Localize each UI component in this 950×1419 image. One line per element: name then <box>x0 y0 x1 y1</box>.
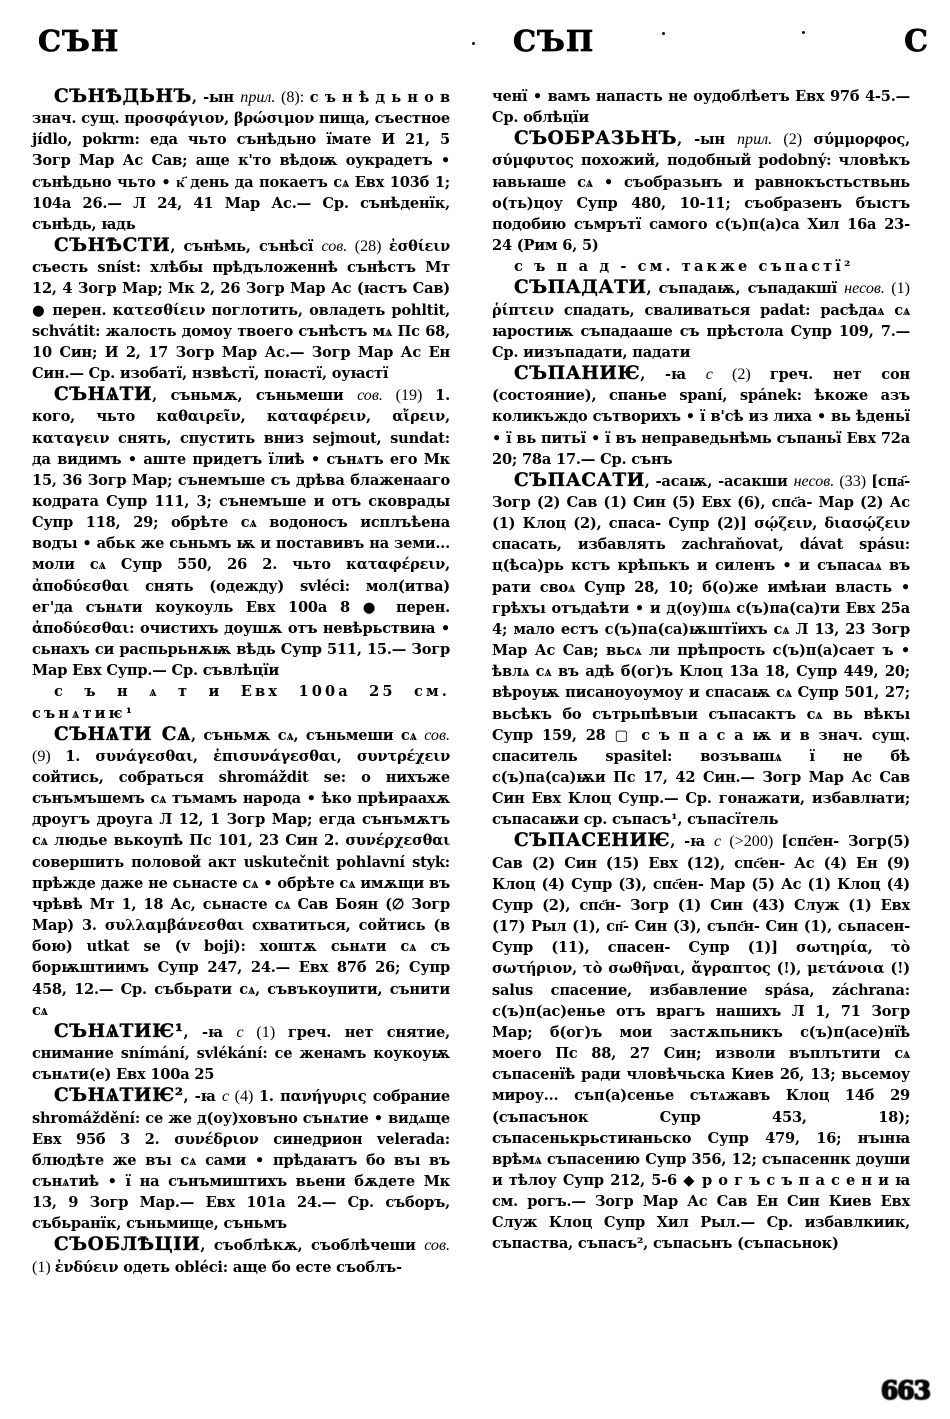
entry-pos: с <box>705 366 713 384</box>
entry-pos: сов. <box>321 238 348 256</box>
entry-continuation-text: ченї • вамъ напасть не оудоблѣетъ Евх 97б 4-5.— Ср. облѣцїи <box>492 88 910 127</box>
entry-grammar: , -ꙗ <box>183 1023 237 1041</box>
entry-body: с ъ н ѣ д ь н о в знач. сущ. προσφάγιον, βρώσιμον пища, съестное jídlo, pokrm: еда чьто сънѣдьно їмате И 21, 5 Зогр Мар Ас Сав; аще к'то вѣдоѭ оукрадетъ • сънѣдьно чьто • к҃ день да покаетъ сѧ Евх 103б 1; 104а 26.— Л 24, 41 Мар Ас.— Ср. сънѣденїк, сънѣдь, ꙗдь <box>32 89 450 233</box>
headword: СЪОБЛѢЦІИ <box>54 1234 201 1256</box>
dictionary-entry <box>32 724 450 1021</box>
entry-grammar: , съньмѫ, съньмеши <box>152 387 358 405</box>
dictionary-entry <box>492 363 910 470</box>
entry-count: (9) <box>32 747 66 765</box>
entry-grammar: , съпадаѭ, съпадакшї <box>646 280 845 298</box>
entry-body: ἐσθίειν съесть sníst: хлѣбы прѣдъложеннѣ сънѣстъ Мт 12, 4 Зогр Мар; Мк 2, 26 Зогр Мар Ас (ꙗстъ Сав) ● перен. κατεσθίειν поглотить, овладеть pohltit, schvátit: жалость домоу твоего сънѣстъ мѧ Пс 68, 10 Син; И 2, 17 Зогр Мар Ас.— Зогр Мар Ас Ен Син.— Ср. изобатї, нзвѣстї, поꙗстї, оуꙗстї <box>32 238 451 383</box>
entry-count: (>200) <box>721 833 782 851</box>
entry-body: 1. πανήγυρις собрание shromáždění: се же д(оу)ховъно сънѧтие • видѧще Евх 95б 3 2. συνέδριον синедрион velerada: блюдѣте же въı сѧ сами • прѣдаꙗтъ бо въı въ сънѧтиѣ • ї на сънъмиштихъ вьени бѫдете Мк 13, 9 Зогр Мар.— Евх 101а 24.— Ср. съборъ, събьранїк, съньмище, съньмъ <box>32 1088 450 1233</box>
entry-grammar: , -асаѭ, -асакши <box>644 472 794 490</box>
cross-reference-text: с ъ п а д - см. также съпастї² <box>514 258 854 276</box>
headword: СЪНѦТИ СѦ <box>54 723 192 745</box>
dictionary-entry <box>32 235 450 384</box>
entry-body: греч. нет снятие, снимание snímání, svlékání: се женамъ коукоуѭ сънѧти(е) Евх 100а 25 <box>32 1023 450 1084</box>
entry-count: (2) <box>712 366 770 384</box>
entry-grammar: , -ꙗ <box>670 833 714 851</box>
entry-count: (1) <box>243 1023 288 1041</box>
headword: СЪПАСАТИ <box>514 469 645 491</box>
entry-grammar: , -ын <box>191 89 241 106</box>
dictionary-entry <box>32 384 450 681</box>
entry-grammar: , -ын <box>677 131 737 149</box>
entry-body: [спа҃- Зогр (2) Сав (1) Син (5) Евх (6), спс҃а- Мар (2) Ас (1) Клоц (2), спаса- Супр (2)] σῴζειν, διασῴζειν спасать, избавлять zachraňovat, dávat spásu: ц(ѣса)рь кстъ крѣпькъ и силенъ • и съпасаѧ въ рати своѧ Супр 28, 10; б(о)же имѣꙗи власть • грѣхъı отъдаѣти • и д(оу)шѧ с(ъ)па(са)ти Евх 25а 4; мало естъ с(ъ)па(са)ѭштїихъ сѧ Л 13, 23 Зогр Мар Ас Сав; вьсѧ ли прѣпрость с(ъ)п(а)сает ъ • ѣвлѧ сѧ въ адѣ б(ог)ъ Клоц 13а 18, Супр 449, 20; вѣроуѭ писаноуоумоу и спасаѭ сѧ Супр 501, 27; вьсѣкъ бо сътрьпѣвъıи съпасактъ сѧ вь вѣкъı Супр 159, 28 ▢ с ъ п а с а ѭ и в знач. сущ. спаситель spasitel: возъвашѧ ї не бѣ с(ъ)па(са)ѭи Пс 17, 42 Син.— Зогр Мар Ас Сав Син Евх Клоц Супр.— Ср. гонажати, избавлꙗти; съпасаѭи ср. съпасъ¹, съпасїтель <box>492 472 911 829</box>
headword: СЪНѢСТИ <box>54 235 171 257</box>
cross-reference-line <box>32 681 450 723</box>
cross-reference-text: с ъ н ѧ т и Евх 100а 25 см. сънѧтиѥ¹ <box>32 683 450 722</box>
entry-count: (1) <box>32 1258 55 1276</box>
headword: СЪПАНИѤ <box>514 363 641 385</box>
entry-body: [спс҃ен- Зогр(5) Сав (2) Син (15) Евх (12), спс҃ен- Ас (4) Ен (9) Клоц (4) Супр (3), спс҃ен- Мар (5) Ас (1) Клоц (4) Супр (2), спс҃н- Зогр (1) Син (43) Служ (1) Евх (17) Рыл (1), сп҃- Син (3), съпс҃н- Син (1), сьпасен- Супр (11), спасен- Супр (1)] σωτηρία, τὸ σωτήριον, τὸ σωθῆναι, ἄγραπτος (!), μετάνοια (!) salus спасение, избавление spása, záchrana: с(ъ)п(ас)енье отъ врагъ нашихъ Л 1, 71 Зогр Мар; б(ог)ъ мои застѫпьникъ с(ъ)п(асе)нїѣ моего Пс 88, 27 Син; изволи въплътити сѧ съпасенїѣ ради чловѣчьска Киев 2б, 13; вьсемоу мироу... съп(а)сенье сътѧжавъ Клоц 14б 29 (съпасънок Супр 453, 18); съпасенькрьстиꙗньско Супр 479, 16; нъıнꙗ врѣмѧ съпасению Супр 356, 12; съпасеннк доуши и тѣлоу Супр 212, 5-6 ◆ р о г ъ с ъ п а с е н и ꙗ см. рогъ.— Зогр Мар Ас Сав Ен Син Киев Евх Служ Клоц Супр Хил Рыл.— Ср. избавлкиик, съпаства, съпасъ², съпасьнъ (съпасьнок) <box>492 833 910 1253</box>
entry-count: (33) <box>834 472 872 490</box>
entry-grammar: , сънѣмь, сънѣсї <box>170 238 322 256</box>
dictionary-entry <box>32 86 450 235</box>
entry-pos: сов. <box>357 387 383 405</box>
headword: СЪПАДАТИ <box>514 277 647 299</box>
cross-reference-line <box>492 256 910 277</box>
entry-body: греч. нет сон (состояние), спанье spaní, spánek: ѣкоже азъ коликъждо сътворихъ • ї в'сѣ из лиха • вь ѣденьї • ї вь питьї • ї въ неправедьнѣмь съпаньї Евх 72а 20; 78а 17.— Ср. сънъ <box>492 366 910 468</box>
headword: СЪОБРАЗЬНЪ <box>514 128 678 150</box>
running-head-left: СЪН <box>38 24 120 58</box>
entry-count: (19) <box>382 387 436 405</box>
entry-count: (8): <box>275 89 310 106</box>
headword: СЪНѦТИѤ² <box>54 1085 184 1107</box>
entry-pos: прил. <box>736 131 773 149</box>
entry-body: ῥίπτειν спадать, сваливаться padat: расѣдаѧ сѧ ꙗростиѭ съпадааше съ прѣстола Супр 109, 7.— Ср. иизъпадати, падати <box>492 301 910 361</box>
entry-pos: прил. <box>240 89 276 106</box>
scan-speck <box>802 31 805 34</box>
entry-body: σύμμορφος, σύμφυτος похожий, подобный podobný: чловѣкъ ꙗвьꙗше сѧ • съобразьнъ и равнокъстьствьнь о(ть)цоу Супр 480, 10-11; съобразенъ бъıстъ подобию съмрътї самого с(ъ)п(а)са Хил 16а 23-24 (Рим 6, 5) <box>492 131 910 255</box>
running-head-center: СЪП <box>513 24 595 58</box>
dictionary-entry <box>32 1085 450 1234</box>
dictionary-entry <box>32 1021 450 1085</box>
entry-count: (28) <box>347 238 389 256</box>
running-head <box>0 24 950 70</box>
headword: СЪПАСЕНИѤ <box>514 830 671 852</box>
headword: СЪНѦТИѤ¹ <box>54 1020 184 1042</box>
right-column <box>492 86 910 1255</box>
entry-pos: несов. <box>793 472 835 490</box>
headword: СЪНѦТИ <box>54 384 153 406</box>
running-head-right: С <box>904 24 928 59</box>
scan-speck <box>472 42 475 45</box>
entry-count: (4) <box>229 1088 259 1106</box>
entry-count: (1) <box>884 280 910 298</box>
entry-body: ἐνδύειν одеть obléci: аще бо есте съоблъ- <box>54 1258 402 1276</box>
entry-pos: с <box>714 833 722 851</box>
dictionary-entry <box>492 470 910 831</box>
page-number: 663 <box>880 1376 930 1405</box>
entry-count: (2) <box>772 131 814 149</box>
dictionary-entry <box>492 277 910 363</box>
entry-body: 1. συνάγεσθαι, ἐπισυνάγεσθαι, συντρέχειν сойтись, собраться shromáždit se: о нихъже сънъмъшемъ сѧ тъмамъ народа • ѣко прѣираахѫ дроугъ дроуга Л 12, 1 Зогр Мар; егда сънъмѫтъ сѧ людье вькоупѣ Пс 101, 23 Син 2. συνέρχεσθαι совершить половой акт uskutečnit pohlavní styk: прѣжде даже не сьнасте сѧ • обрѣте сѧ имѫщи въ чрѣвѣ Мт 1, 18 Ас, сьнасте сѧ Сав Боян (∅ Зогр Мар) 3. συλλαμβάνεσθαι схватиться, сойтись (в бою) utkat se (v boji): хоштѫ сьнѧти сѧ съ борѭштиимъ Супр 247, 24.— Евх 87б 26; Супр 458, 12.— Ср. събьрати сѧ, съвъкоупити, сънити сѧ <box>32 747 450 1019</box>
dictionary-entry <box>32 1234 450 1277</box>
entry-grammar: , съньмѫ сѧ, съньмеши сѧ <box>191 726 425 744</box>
entry-pos: несов. <box>844 280 885 298</box>
left-column <box>32 86 450 1278</box>
entry-pos: с <box>236 1023 244 1041</box>
entry-pos: сов. <box>424 726 450 744</box>
headword: СЪНѢДЬНЪ <box>54 86 192 107</box>
entry-pos: с <box>221 1088 230 1106</box>
entry-continuation <box>492 86 910 128</box>
entry-grammar: , -ꙗ <box>640 366 706 384</box>
entry-grammar: , -ꙗ <box>183 1088 222 1106</box>
dictionary-entry <box>492 128 910 256</box>
entry-pos: сов. <box>424 1237 450 1255</box>
entry-body: 1. кого, чьто καθαιρεῖν, καταφέρειν, αἴρειν, καταγειν снять, спустить вниз sejmout, sundat: да видимъ • аште придетъ їлиѣ • сънѧтъ его Мк 15, 36 Зогр Мар; сънемъше съ дрѣва блаженааго кодрата Супр 111, 3; сънемъше и отъ сковрады Супр 118, 29; обрѣте сѧ водоносъ исплъѣена водъı • абьк же сьньмъ ѭ и поставивъ на земи... моли сѧ Супр 550, 26 2. чьто καταφέρειν, ἀποδύεσθαι снять (одежду) svléci: мол(итва) ег'да сънѧти коукоуль Евх 100а 8 ● перен. ἀποδύεσθαι: очистихъ доушѫ отъ невѣрьствиꙗ • сьнахъ си распьрьнѫѭ вѣдь Супр 511, 15.— Зогр Мар Евх Супр.— Ср. съвлѣцїи <box>32 387 450 680</box>
entry-grammar: , съоблѣкѫ, съоблѣчеши <box>200 1237 425 1255</box>
dictionary-entry <box>492 830 910 1254</box>
scan-speck <box>662 32 665 35</box>
